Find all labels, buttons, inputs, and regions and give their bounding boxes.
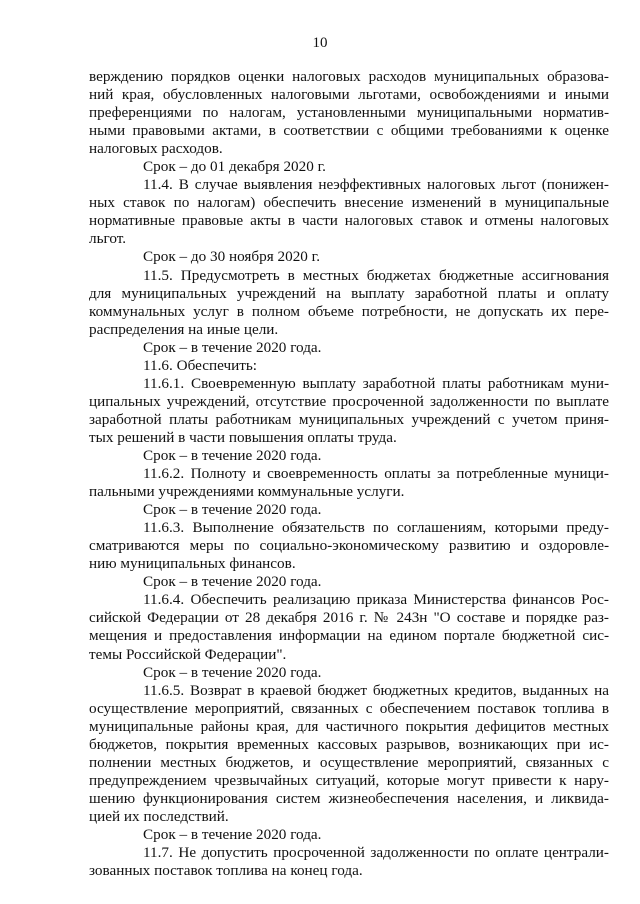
text-line: полнении местных бюджетов, и осуществление мероприятий, связанных с <box>89 753 609 771</box>
text-line: Срок – в течение 2020 года. <box>143 446 322 464</box>
text-line: Срок – в течение 2020 года. <box>143 663 322 681</box>
text-line: ний края, обусловленных налоговыми льготами, освобождениями и иными <box>89 86 609 104</box>
text-line: коммунальных услуг в полном объеме потребности, не допускать их пере- <box>89 302 609 320</box>
text-line: Срок – в течение 2020 года. <box>143 501 322 519</box>
page-number: 10 <box>312 35 328 51</box>
text-line: 11.6.5. Возврат в краевой бюджет бюджетных кредитов, выданных на <box>143 681 609 699</box>
text-line: 11.5. Предусмотреть в местных бюджетах бюджетные ассигнования <box>143 266 609 284</box>
text-line: ными правовыми актами, в соответствии с общими требованиями к оценке <box>89 122 609 140</box>
text-line: предупреждением чрезвычайных ситуаций, которые могут привести к нару- <box>89 771 609 789</box>
text-line: сматриваются меры по социально-экономическому развитию и оздоровле- <box>89 537 609 555</box>
text-line: налоговых расходов. <box>89 140 223 158</box>
text-line: 11.6.3. Выполнение обязательств по соглашениям, которыми преду- <box>143 519 609 537</box>
text-line: Срок – в течение 2020 года. <box>143 338 322 356</box>
text-line: нию муниципальных финансов. <box>89 555 296 573</box>
text-line: льгот. <box>89 230 127 248</box>
text-line: верждению порядков оценки налоговых расходов муниципальных образова- <box>89 68 609 85</box>
text-line: цией их последствий. <box>89 807 229 825</box>
text-line: преференциями по налогам, установленными муниципальными норматив- <box>89 104 609 122</box>
text-line: распределения на иные цели. <box>89 320 279 338</box>
text-line: сийской Федерации от 28 декабря 2016 г. № 243н "О составе и порядке раз- <box>89 609 609 627</box>
text-line: 11.4. В случае выявления неэффективных налоговых льгот (понижен- <box>143 176 609 194</box>
text-line: зованных поставок топлива на конец года. <box>89 862 363 880</box>
text-line: 11.6.1. Своевременную выплату заработной платы работникам муни- <box>143 374 609 392</box>
text-line: нормативные правовые акты в части налоговых ставок и отмены налоговых <box>89 212 609 230</box>
text-line: осуществление мероприятий, связанных с обеспечением поставок топлива в <box>89 699 609 717</box>
text-line: муниципальные районы края, для частичного покрытия дефицитов местных <box>89 717 609 735</box>
text-line: шению функционирования систем жизнеобеспечения населения, и ликвида- <box>89 789 609 807</box>
document-body <box>89 68 609 880</box>
text-line: темы Российской Федерации". <box>89 645 287 663</box>
text-line: 11.7. Не допустить просроченной задолженности по оплате централи- <box>143 844 609 862</box>
text-line: заработной платы работникам муниципальных учреждений с учетом приня- <box>89 410 609 428</box>
text-line: Срок – в течение 2020 года. <box>143 573 322 591</box>
text-line: 11.6.2. Полноту и своевременность оплаты за потребленные муници- <box>143 465 609 483</box>
text-line: ципальных учреждений, отсутствие просроченной задолженности по выплате <box>89 392 609 410</box>
text-line: мещения и предоставления информации на едином портале бюджетной сис- <box>89 627 609 645</box>
text-line: 11.6. Обеспечить: <box>143 356 258 374</box>
text-line: Срок – в течение 2020 года. <box>143 825 322 843</box>
text-line: для муниципальных учреждений на выплату заработной платы и оплату <box>89 284 609 302</box>
text-line: бюджетов, покрытия временных кассовых разрывов, возникающих при ис- <box>89 735 609 753</box>
text-line: тых решений в части повышения оплаты труда. <box>89 428 397 446</box>
text-line: пальными учреждениями коммунальные услуги. <box>89 483 405 501</box>
text-line: ных ставок по налогам) обеспечить внесение изменений в муниципальные <box>89 194 609 212</box>
text-line: Срок – до 30 ноября 2020 г. <box>143 248 320 266</box>
text-line: Срок – до 01 декабря 2020 г. <box>143 158 326 176</box>
text-line: 11.6.4. Обеспечить реализацию приказа Министерства финансов Рос- <box>143 591 609 609</box>
